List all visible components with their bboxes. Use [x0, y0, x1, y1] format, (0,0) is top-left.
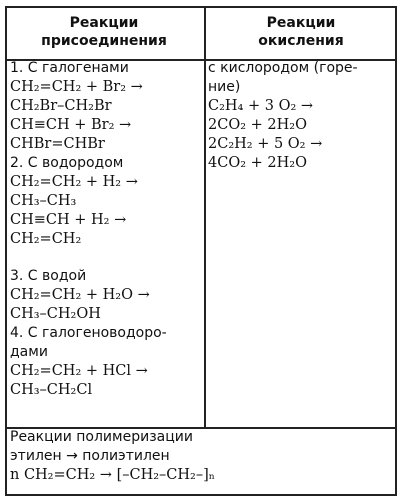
hydrogen-title: 2. С водородом [10, 155, 124, 171]
polymerization-title: Реакции полимеризации [10, 429, 193, 445]
hydrogen-line: CH₂=CH₂ + H₂ → [10, 174, 138, 190]
oxidation-line: C₂H₄ + 3 O₂ → [208, 98, 314, 114]
oxidation-line: 2C₂H₂ + 5 O₂ → [208, 136, 323, 152]
halogens-line: CH₂=CH₂ + Br₂ → [10, 79, 143, 95]
oxidation-line: 4CO₂ + 2H₂O [208, 155, 307, 171]
header-oxidation-line2: окисления [258, 33, 344, 49]
hydrogen-halides-line: CH₃–CH₂Cl [10, 382, 93, 398]
oxidation-cell [208, 59, 388, 173]
column-divider [204, 8, 206, 427]
header-addition-line2: присоединения [41, 33, 167, 49]
polymerization-equation: n CH₂=CH₂ → [–CH₂–CH₂–]ₙ [10, 467, 216, 483]
hydrogen-halides-title: дами [10, 344, 48, 360]
header-oxidation [206, 14, 396, 50]
hydrogen-line: CH≡CH + H₂ → [10, 212, 127, 228]
halogens-title: 1. С галогенами [10, 60, 129, 76]
addition-cell [10, 59, 195, 400]
water-line: CH₂=CH₂ + H₂O → [10, 287, 150, 303]
polymerization-cell [10, 428, 380, 485]
water-line: CH₃–CH₂OH [10, 306, 101, 322]
header-addition-line1: Реакции [69, 15, 139, 31]
header-oxidation-line1: Реакции [266, 15, 336, 31]
hydrogen-line: CH₃–CH₃ [10, 193, 77, 209]
halogens-line: CH₂Br–CH₂Br [10, 98, 112, 114]
oxidation-title: с кислородом (горе- [208, 60, 358, 76]
halogens-line: CH≡CH + Br₂ → [10, 117, 132, 133]
header-addition [9, 14, 199, 50]
hydrogen-halides-line: CH₂=CH₂ + HCl → [10, 363, 148, 379]
oxidation-title: ние) [208, 79, 241, 95]
oxidation-line: 2CO₂ + 2H₂O [208, 117, 307, 133]
halogens-line: CHBr=CHBr [10, 136, 105, 152]
hydrogen-halides-title: 4. С галогеноводоро- [10, 325, 167, 341]
polymerization-line: этилен → полиэтилен [10, 448, 170, 464]
hydrogen-line: CH₂=CH₂ [10, 231, 82, 247]
water-title: 3. С водой [10, 268, 87, 284]
